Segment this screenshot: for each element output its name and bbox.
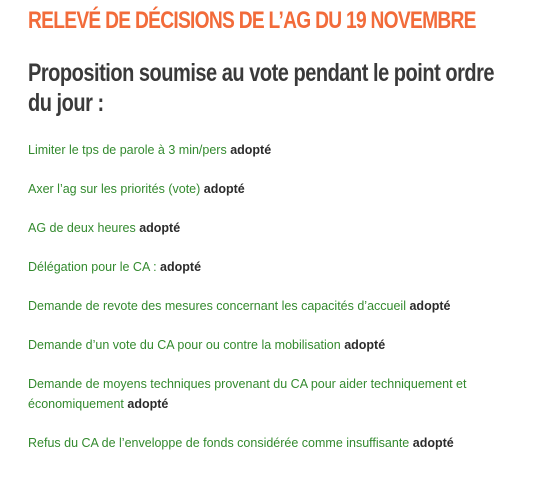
decision-text: Axer l’ag sur les priorités (vote) (28, 182, 201, 196)
decision-status: adopté (203, 182, 245, 196)
decision-item (28, 179, 528, 199)
decision-text: Demande d’un vote du CA pour ou contre la mobilisation (28, 338, 341, 352)
decision-item (28, 335, 528, 355)
decision-status: adopté (344, 338, 386, 352)
decision-text: Délégation pour le CA : (28, 260, 157, 274)
decision-status: adopté (412, 436, 454, 450)
decision-status: adopté (409, 299, 451, 313)
decision-status: adopté (139, 221, 181, 235)
decision-list (28, 140, 528, 453)
decision-status: adopté (230, 143, 272, 157)
decision-text: Limiter le tps de parole à 3 min/pers (28, 143, 227, 157)
decision-status: adopté (127, 397, 169, 411)
decision-text: Refus du CA de l’enveloppe de fonds considérée comme insuffisante (28, 436, 410, 450)
decision-text: Demande de revote des mesures concernant les capacités d’accueil (28, 299, 406, 313)
decision-text: Demande de moyens techniques provenant du CA pour aider techniquement et économiquement (28, 377, 467, 411)
decision-status: adopté (160, 260, 202, 274)
decision-item (28, 374, 528, 414)
decision-item (28, 296, 528, 316)
section-heading: Proposition soumise au vote pendant le point ordre du jour : (28, 59, 495, 117)
decision-text: AG de deux heures (28, 221, 136, 235)
decision-item (28, 433, 528, 453)
decision-item (28, 140, 528, 160)
decision-item (28, 257, 528, 277)
page-title: RELEVÉ DE DÉCISIONS DE L’AG DU 19 NOVEMBRE (28, 7, 476, 34)
decision-item (28, 218, 528, 238)
